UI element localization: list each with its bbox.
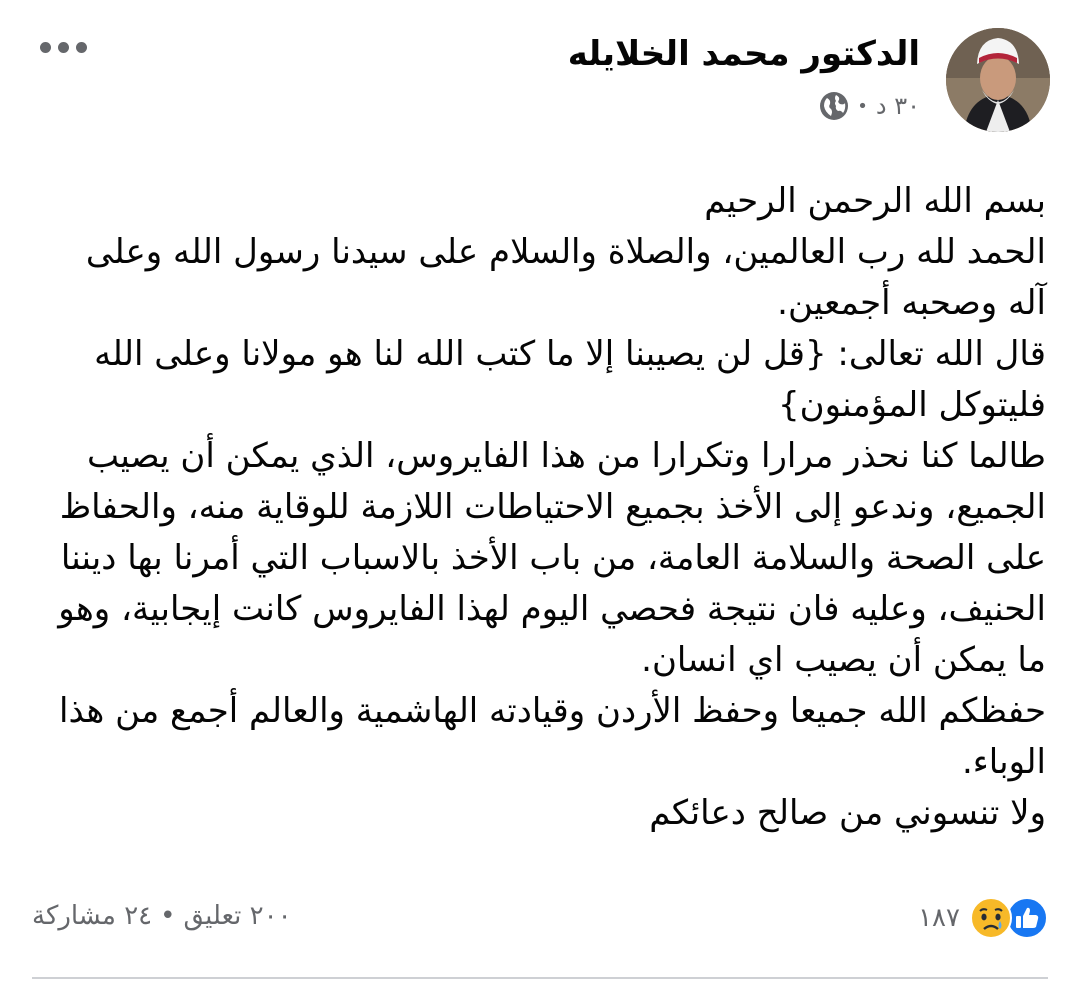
- meta-separator: •: [857, 95, 868, 117]
- like-reaction-icon: [1006, 897, 1048, 939]
- post-paragraph: قال الله تعالى: {قل لن يصيبنا إلا ما كتب الله لنا هو مولانا وعلى الله فليتوكل المؤمنون}: [94, 334, 1046, 425]
- globe-icon[interactable]: [819, 91, 849, 121]
- reaction-count: ١٨٧: [918, 903, 960, 933]
- stats-separator: •: [160, 901, 176, 931]
- avatar-image: [946, 28, 1050, 132]
- post-header: [30, 28, 1050, 138]
- avatar[interactable]: [946, 28, 1050, 132]
- post-time[interactable]: ٣٠ د: [875, 92, 920, 120]
- comments-count[interactable]: ٢٠٠ تعليق: [183, 901, 292, 931]
- more-options-icon[interactable]: [40, 42, 87, 53]
- reactions-summary[interactable]: [918, 897, 1048, 939]
- sad-reaction-icon: [970, 897, 1012, 939]
- post-paragraph: حفظكم الله جميعا وحفظ الأردن وقيادته الهاشمية والعالم أجمع من هذا الوباء.: [59, 691, 1046, 782]
- footer-divider: [32, 977, 1048, 979]
- author-name[interactable]: الدكتور محمد الخلايله: [567, 34, 920, 74]
- post-body: [40, 176, 1046, 839]
- post-paragraph: ولا تنسوني من صالح دعائكم: [649, 793, 1046, 833]
- post-paragraph: الحمد لله رب العالمين، والصلاة والسلام على سيدنا رسول الله وعلى آله وصحبه أجمعين.: [85, 232, 1046, 323]
- post-meta: [819, 88, 920, 124]
- post-stats: [32, 901, 292, 931]
- post-paragraph: طالما كنا نحذر مرارا وتكرارا من هذا الفايروس، الذي يمكن أن يصيب الجميع، وندعو إلى الأخذ بجميع الاحتياطات اللازمة للوقاية منه، والحفاظ على الصحة والسلامة العامة، من باب الأخذ بالاسباب التي أمرنا بها ديننا الحنيف، وعليه فان نتيجة فحصي اليوم لهذا الفايروس كانت إيجابية، وهو ما يمكن أن يصيب اي انسان.: [58, 436, 1046, 680]
- shares-count[interactable]: ٢٤ مشاركة: [32, 901, 153, 931]
- post-paragraph: بسم الله الرحمن الرحيم: [704, 181, 1046, 221]
- post-footer: [32, 893, 1048, 949]
